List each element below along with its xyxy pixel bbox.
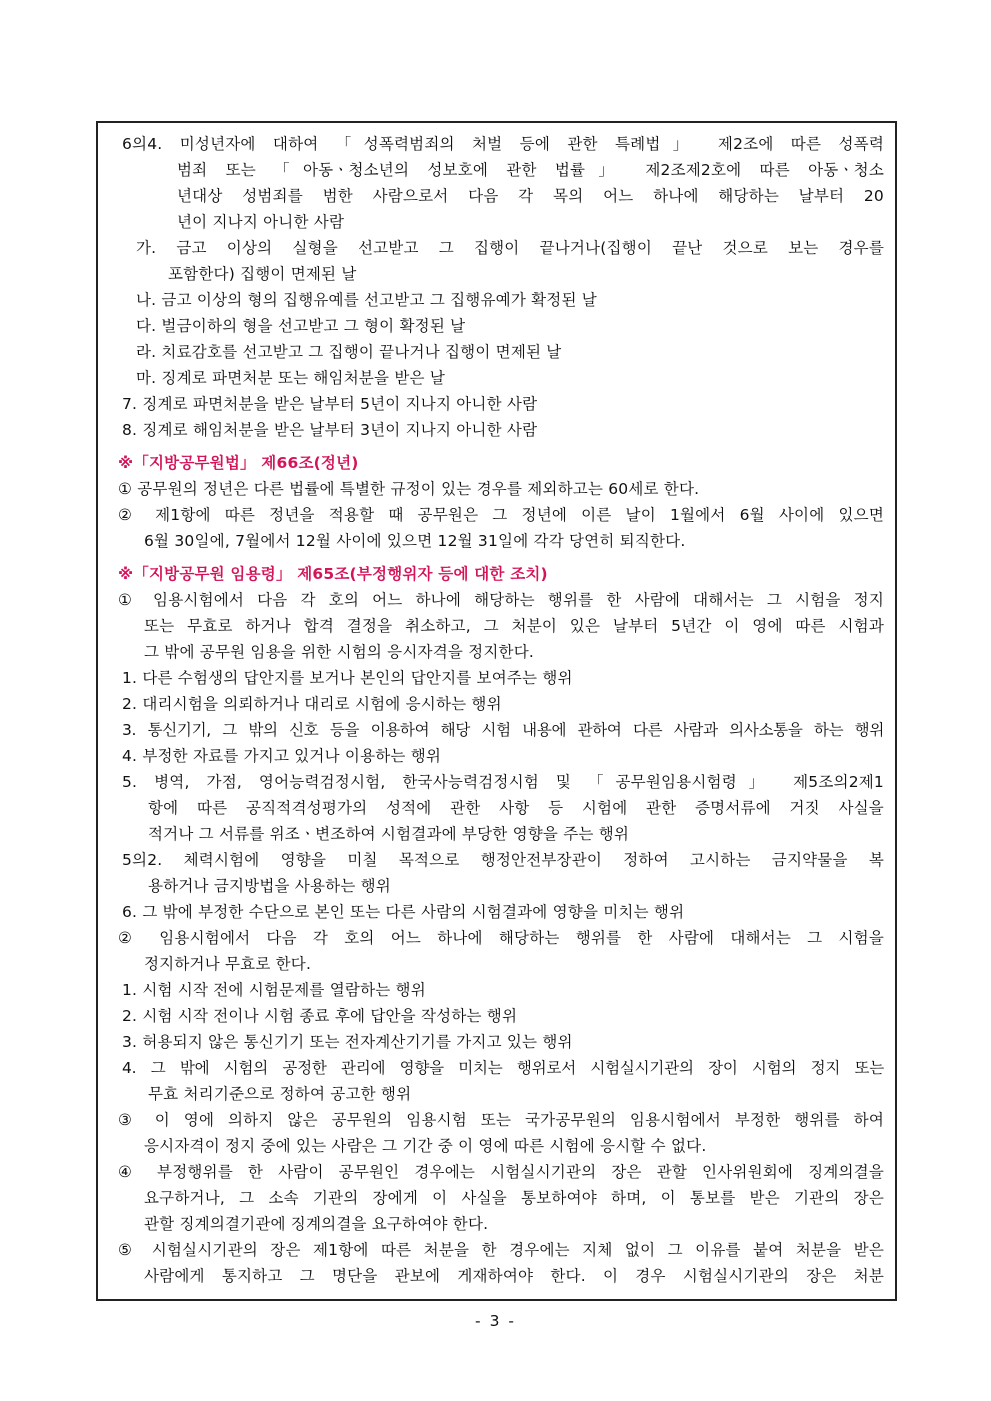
para-1-item-5-line-3: 적거나 그 서류를 위조ㆍ변조하여 시험결과에 부당한 영향을 주는 행위 — [148, 825, 630, 843]
item-6-4-line-3: 년대상 성범죄를 범한 사람으로서 다음 각 목의 어느 하나에 해당하는 날부터 20 — [177, 187, 884, 205]
article-65-para-3-line-2: 응시자격이 정지 중에 있는 사람은 그 기간 중 이 영에 따른 시험에 응시할 수 없다. — [144, 1137, 707, 1155]
para-2-item-4-line-2: 무효 처리기준으로 정하여 공고한 행위 — [148, 1085, 412, 1103]
sub-item-ga-line-1: 가. 금고 이상의 실형을 선고받고 그 집행이 끝나거나(집행이 끝난 것으로 보는 경우를 — [136, 239, 884, 257]
article-65-para-1-line-1: ① 임용시험에서 다음 각 호의 어느 하나에 해당하는 행위를 한 사람에 대해서는 그 시험을 정지 — [118, 591, 884, 609]
para-2-item-4-line-1: 4. 그 밖에 시험의 공정한 관리에 영향을 미치는 행위로서 시험실시기관의 장이 시험의 정지 또는 — [122, 1059, 884, 1077]
para-1-item-2: 2. 대리시험을 의뢰하거나 대리로 시험에 응시하는 행위 — [122, 695, 502, 713]
para-1-item-1: 1. 다른 수험생의 답안지를 보거나 본인의 답안지를 보여주는 행위 — [122, 669, 573, 687]
sub-item-ra: 라. 치료감호를 선고받고 그 집행이 끝나거나 집행이 면제된 날 — [136, 343, 562, 361]
item-7: 7. 징계로 파면처분을 받은 날부터 5년이 지나지 아니한 사람 — [122, 395, 538, 413]
article-65-para-3-line-1: ③ 이 영에 의하지 않은 공무원의 임용시험 또는 국가공무원의 임용시험에서 부정한 행위를 하여 — [118, 1111, 884, 1129]
item-6-4-line-1: 6의4. 미성년자에 대하여 「성폭력범죄의 처벌 등에 관한 특례법」 제2조에 따른 성폭력 — [122, 135, 884, 153]
article-65-para-1-line-2: 또는 무효로 하거나 합격 결정을 취소하고, 그 처분이 있은 날부터 5년간 이 영에 따른 시험과 — [144, 617, 884, 635]
para-1-item-5-2-line-2: 용하거나 금지방법을 사용하는 행위 — [148, 877, 391, 895]
article-65-para-5-line-2: 사람에게 통지하고 그 명단을 관보에 게재하여야 한다. 이 경우 시험실시기관의 장은 처분 — [144, 1267, 884, 1285]
article-66-para-2-line-1: ② 제1항에 따른 정년을 적용할 때 공무원은 그 정년에 이른 날이 1월에서 6월 사이에 있으면 — [118, 506, 884, 524]
para-1-item-5-line-2: 항에 따른 공직적격성평가의 성적에 관한 사항 등 시험에 관한 증명서류에 거짓 사실을 — [148, 799, 884, 817]
article-65-para-2-line-1: ② 임용시험에서 다음 각 호의 어느 하나에 해당하는 행위를 한 사람에 대해서는 그 시험을 — [118, 929, 884, 947]
para-1-item-5-2-line-1: 5의2. 체력시험에 영향을 미칠 목적으로 행정안전부장관이 정하여 고시하는 금지약물을 복 — [122, 851, 884, 869]
article-66-para-2-line-2: 6월 30일에, 7월에서 12월 사이에 있으면 12월 31일에 각각 당연히 퇴직한다. — [144, 532, 686, 550]
sub-item-na: 나. 금고 이상의 형의 집행유예를 선고받고 그 집행유예가 확정된 날 — [136, 291, 597, 309]
para-1-item-3: 3. 통신기기, 그 밖의 신호 등을 이용하여 해당 시험 내용에 관하여 다른 사람과 의사소통을 하는 행위 — [122, 721, 884, 739]
article-65-para-4-line-2: 요구하거나, 그 소속 기관의 장에게 이 사실을 통보하여야 하며, 이 통보를 받은 기관의 장은 — [144, 1189, 884, 1207]
section-heading-article-66: ※「지방공무원법」 제66조(정년) — [118, 454, 359, 472]
article-65-para-4-line-1: ④ 부정행위를 한 사람이 공무원인 경우에는 시험실시기관의 장은 관할 인사위원회에 징계의결을 — [118, 1163, 884, 1181]
article-65-para-1-line-3: 그 밖에 공무원 임용을 위한 시험의 응시자격을 정지한다. — [144, 643, 534, 661]
sub-item-da: 다. 벌금이하의 형을 선고받고 그 형이 확정된 날 — [136, 317, 466, 335]
para-1-item-5-line-1: 5. 병역, 가점, 영어능력검정시험, 한국사능력검정시험 및 「공무원임용시험령」 제5조의2제1 — [122, 773, 884, 791]
article-65-para-5-line-1: ⑤ 시험실시기관의 장은 제1항에 따른 처분을 한 경우에는 지체 없이 그 이유를 붙여 처분을 받은 — [118, 1241, 884, 1259]
para-1-item-6: 6. 그 밖에 부정한 수단으로 본인 또는 다른 사람의 시험결과에 영향을 미치는 행위 — [122, 903, 685, 921]
item-6-4-line-2: 범죄 또는 「아동ㆍ청소년의 성보호에 관한 법률」 제2조제2호에 따른 아동ㆍ청소 — [177, 161, 884, 179]
document-frame — [96, 121, 897, 1301]
item-6-4-line-4: 년이 지나지 아니한 사람 — [177, 213, 345, 231]
para-2-item-1: 1. 시험 시작 전에 시험문제를 열람하는 행위 — [122, 981, 426, 999]
article-65-para-2-line-2: 정지하거나 무효로 한다. — [144, 955, 312, 973]
page-number: - 3 - — [475, 1312, 516, 1330]
article-65-para-4-line-3: 관할 징계의결기관에 징계의결을 요구하여야 한다. — [144, 1215, 489, 1233]
sub-item-ga-line-2: 포함한다) 집행이 면제된 날 — [168, 265, 357, 283]
article-66-para-1: ① 공무원의 정년은 다른 법률에 특별한 규정이 있는 경우를 제외하고는 60세로 한다. — [118, 480, 700, 498]
para-1-item-4: 4. 부정한 자료를 가지고 있거나 이용하는 행위 — [122, 747, 442, 765]
para-2-item-2: 2. 시험 시작 전이나 시험 종료 후에 답안을 작성하는 행위 — [122, 1007, 518, 1025]
item-8: 8. 징계로 해임처분을 받은 날부터 3년이 지나지 아니한 사람 — [122, 421, 538, 439]
para-2-item-3: 3. 허용되지 않은 통신기기 또는 전자계산기기를 가지고 있는 행위 — [122, 1033, 573, 1051]
sub-item-ma: 마. 징계로 파면처분 또는 해임처분을 받은 날 — [136, 369, 446, 387]
section-heading-article-65: ※「지방공무원 임용령」 제65조(부정행위자 등에 대한 조치) — [118, 565, 548, 583]
